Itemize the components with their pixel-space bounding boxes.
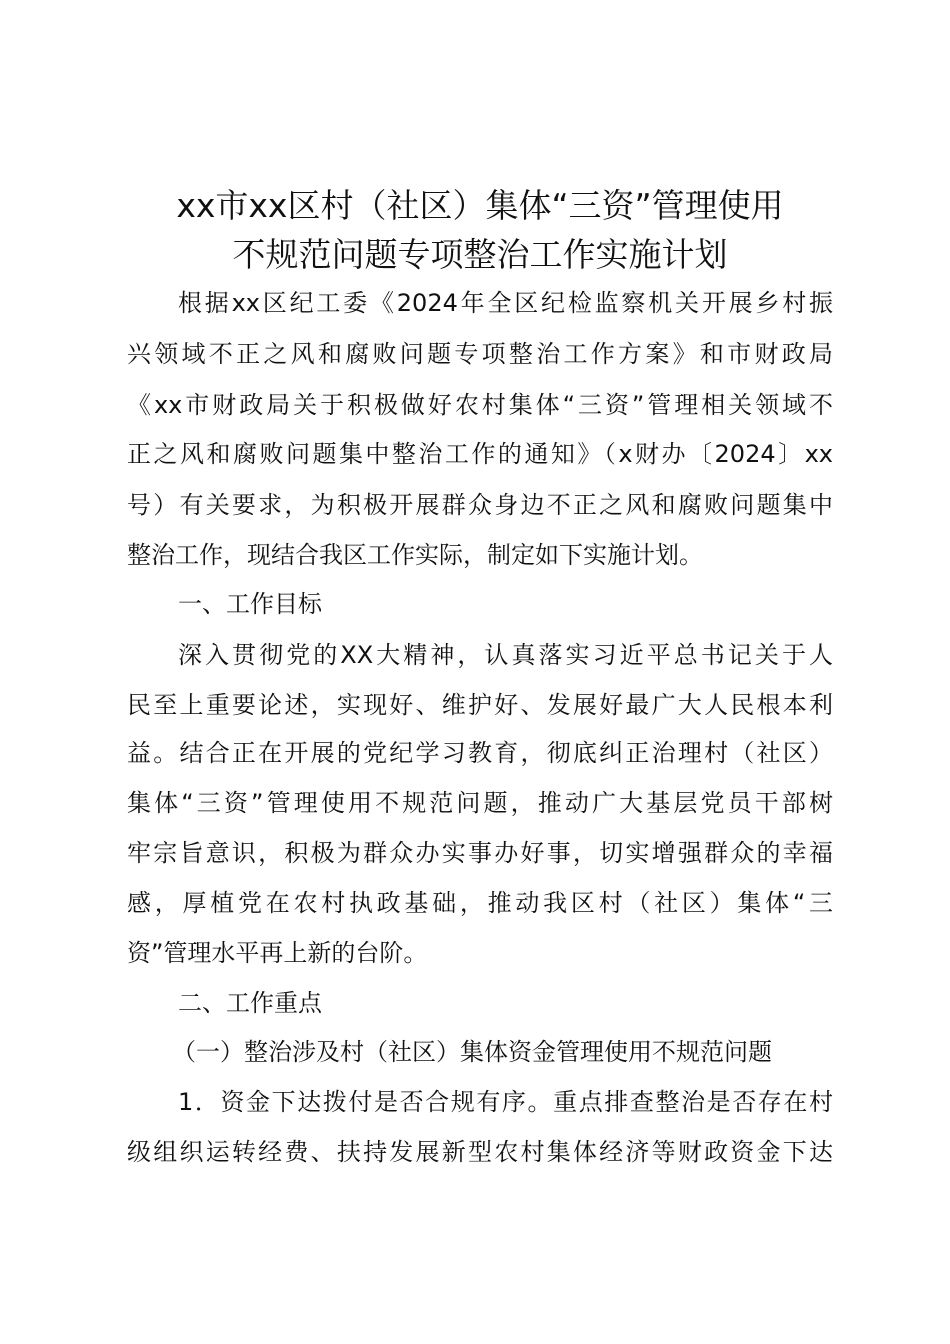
intro-line-6: 整治工作，现结合我区工作实际，制定如下实施计划。 [127,541,703,569]
intro-line-3: 《xx市财政局关于积极做好农村集体“三资”管理相关领域不 [127,391,833,419]
intro-line-2: 兴领域不正之风和腐败问题专项整治工作方案》和市财政局 [127,340,833,368]
goals-line-6: 感，厚植党在农村执政基础，推动我区村（社区）集体“三 [127,889,833,917]
goals-line-7: 资”管理水平再上新的台阶。 [127,939,428,967]
section-heading-goals: 一、工作目标 [178,590,322,618]
intro-line-5: 号）有关要求，为积极开展群众身边不正之风和腐败问题集中 [127,491,833,519]
goals-line-3: 益。结合正在开展的党纪学习教育，彻底纠正治理村（社区） [127,739,833,767]
subsection-heading-1: （一）整治涉及村（社区）集体资金管理使用不规范问题 [172,1038,772,1066]
goals-line-4: 集体“三资”管理使用不规范问题，推动广大基层党员干部树 [127,789,833,817]
goals-line-2: 民至上重要论述，实现好、维护好、发展好最广大人民根本利 [127,691,833,719]
document-title-line-2: 不规范问题专项整治工作实施计划 [232,235,728,274]
intro-line-4: 正之风和腐败问题集中整治工作的通知》（x财办〔2024〕xx [127,440,833,468]
goals-line-5: 牢宗旨意识，积极为群众办实事办好事，切实增强群众的幸福 [127,839,833,867]
item1-line-2: 级组织运转经费、扶持发展新型农村集体经济等财政资金下达 [127,1138,833,1166]
section-heading-focus: 二、工作重点 [178,989,322,1017]
intro-line-1: 根据xx区纪工委《2024年全区纪检监察机关开展乡村振 [178,289,833,317]
document-title-line-1: xx市xx区村（社区）集体“三资”管理使用 [176,186,784,225]
item1-line-1: 1．资金下达拨付是否合规有序。重点排查整治是否存在村 [178,1088,833,1116]
goals-line-1: 深入贯彻党的XX大精神，认真落实习近平总书记关于人 [178,641,833,669]
